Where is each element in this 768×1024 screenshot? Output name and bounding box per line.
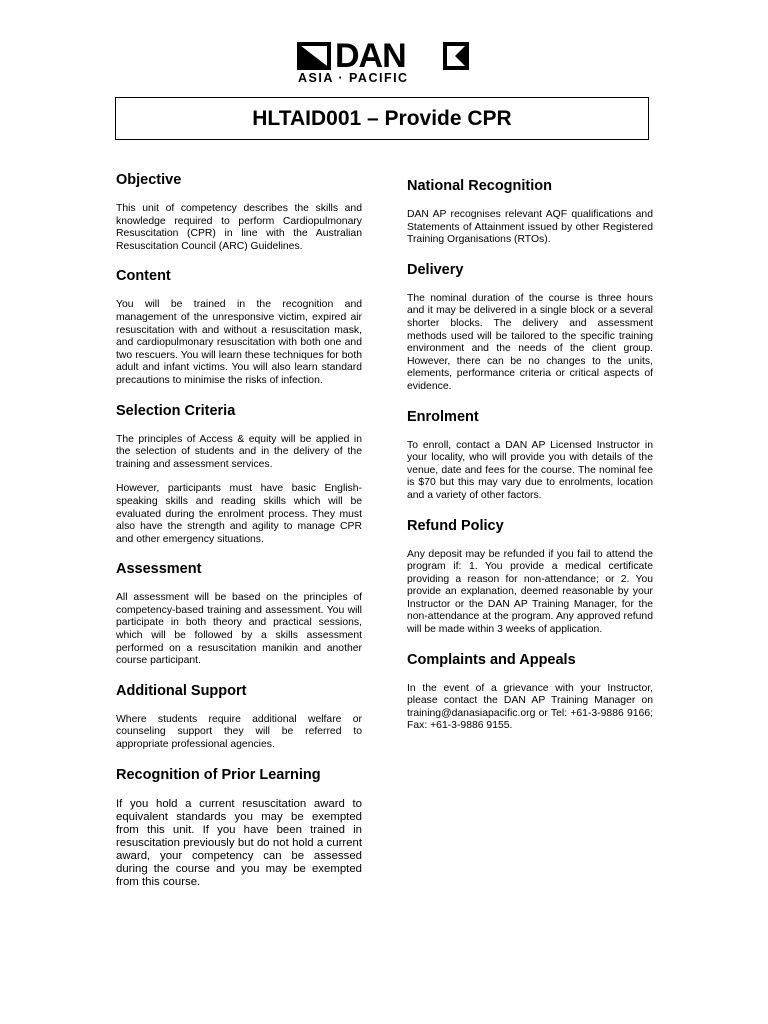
- section-heading: Assessment: [116, 561, 202, 578]
- section-heading: Refund Policy: [407, 517, 504, 534]
- section-paragraph: DAN AP recognises relevant AQF qualifications and Statements of Attainment issued by other Registered Training Organisations (RTOs).: [407, 209, 653, 246]
- section-heading: Objective: [116, 172, 182, 188]
- section-paragraph: However, participants must have basic English-speaking skills and reading skills which will be evaluated during the enrolment process. They must also have the strength and agility to manage CPR and other emergency situations.: [116, 483, 362, 545]
- document-title: HLTAID001 – Provide CPR: [115, 97, 649, 140]
- section-paragraph: In the event of a grievance with your Instructor, please contact the DAN AP Training Manager on training@danasiapacific.org or Tel: +61-3-9886 9166; Fax: +61-3-9886 9155.: [407, 682, 653, 732]
- section-additional-support: [116, 682, 362, 752]
- right-column: [407, 177, 653, 747]
- logo-subtitle: ASIA · PACIFIC: [298, 71, 409, 85]
- dan-logo: [297, 37, 473, 86]
- section-enrolment: [407, 408, 653, 503]
- logo-wordmark: DAN: [335, 37, 406, 75]
- section-recognition-prior-learning: [116, 766, 362, 889]
- section-paragraph: To enroll, contact a DAN AP Licensed Instructor in your locality, who will provide you with details of the venue, date and fees for the course. The nominal fee is $70 but this may vary due to enrolments, location and a variety of other factors.: [407, 439, 653, 501]
- section-heading: Delivery: [407, 261, 464, 278]
- section-heading: Selection Criteria: [116, 402, 236, 419]
- section-national-recognition: [407, 177, 653, 247]
- section-paragraph: Any deposit may be refunded if you fail to attend the program if: 1. You provide a medical certificate providing a reason for non-attendance; or 2. You provide an explanation, deemed reasonable by your Instructor or the DAN AP Training Manager, for the non-attendance at the program. Any approved refund will be made within 3 weeks of application.: [407, 548, 653, 636]
- section-assessment: [116, 560, 362, 668]
- section-paragraph: If you hold a current resuscitation award to equivalent standards you may be exempted from this unit. If you have been trained in resuscitation previously but do not hold a current award, your competency can be assessed during the course and you may be exempted from this course.: [116, 797, 362, 888]
- section-paragraph: This unit of competency describes the skills and knowledge required to perform Cardiopulmonary Resuscitation (CPR) in line with the Australian Resuscitation Council (ARC) Guidelines.: [116, 203, 362, 252]
- section-paragraph: Where students require additional welfare or counseling support they will be referred to appropriate professional agencies.: [116, 713, 362, 751]
- section-heading: Enrolment: [407, 408, 479, 425]
- section-selection-criteria: [116, 402, 362, 547]
- section-delivery: [407, 261, 653, 394]
- section-heading: Complaints and Appeals: [407, 651, 576, 668]
- section-paragraph: The nominal duration of the course is three hours and it may be delivered in a single block or a several shorter blocks. The delivery and assessment methods used will be tailored to the specific training environment and the needs of the client group. However, there can be no changes to the units, elements, performance criteria or critical aspects of evidence.: [407, 292, 653, 392]
- left-column: [116, 171, 362, 903]
- flag-icon: [443, 42, 469, 70]
- section-content: [116, 267, 362, 387]
- section-heading: Content: [116, 268, 171, 285]
- section-heading: Recognition of Prior Learning: [116, 766, 321, 783]
- section-paragraph: You will be trained in the recognition and management of the unresponsive victim, expired air resuscitation with and without a resuscitation mask, and cardiopulmonary resuscitation with both one and two rescuers. You will learn these techniques for both adult and infant victims. You will also learn standard precautions to minimise the risks of infection.: [116, 299, 362, 386]
- section-complaints-appeals: [407, 651, 653, 733]
- section-objective: [116, 171, 362, 253]
- section-paragraph: All assessment will be based on the principles of competency-based training and assessment. You will participate in both theory and practical sessions, which will be followed by a skills assessment performed on a resuscitation manikin and another course participant.: [116, 592, 362, 667]
- section-heading: National Recognition: [407, 178, 552, 194]
- section-heading: Additional Support: [116, 682, 247, 699]
- dive-flag-icon: [297, 42, 331, 70]
- section-refund-policy: [407, 517, 653, 637]
- section-paragraph: The principles of Access & equity will be applied in the selection of students and in the delivery of the training and assessment services.: [116, 433, 362, 470]
